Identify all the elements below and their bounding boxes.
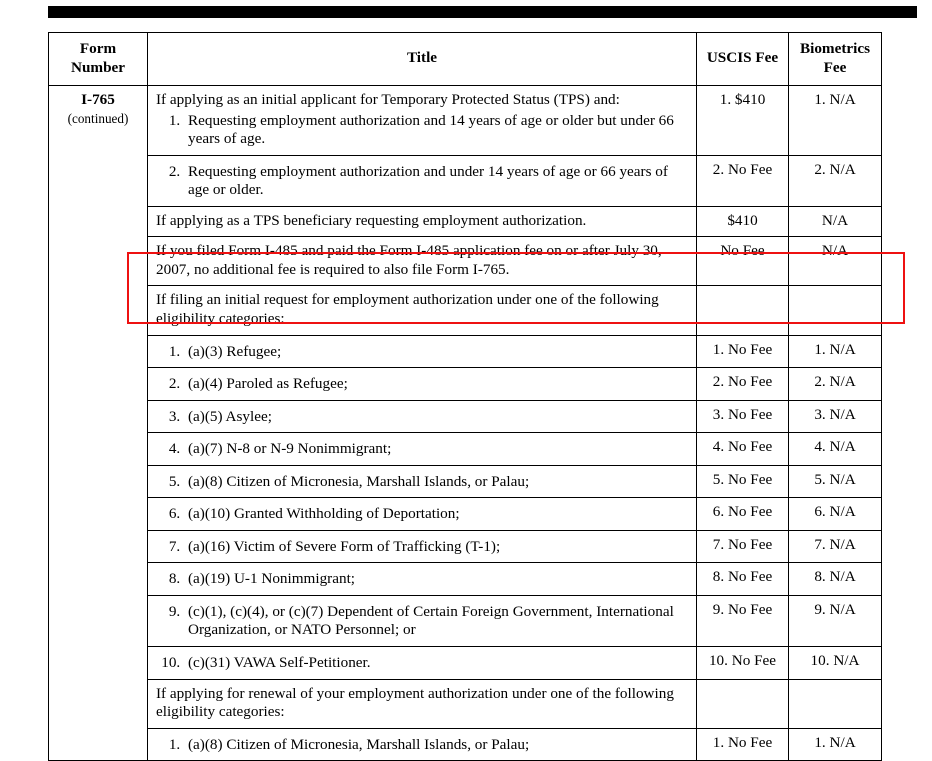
list-item: 7. (a)(16) Victim of Severe Form of Trafficking (T-1); bbox=[184, 538, 688, 557]
biometrics-fee-cell: 2. N/A bbox=[789, 155, 882, 206]
table-row bbox=[49, 155, 882, 206]
list-item: 10. (c)(31) VAWA Self-Petitioner. bbox=[184, 654, 688, 673]
uscis-fee-cell: 7. No Fee bbox=[697, 530, 789, 563]
table-row bbox=[49, 728, 882, 761]
uscis-fee-cell: 8. No Fee bbox=[697, 563, 789, 596]
table-header-row bbox=[49, 33, 882, 86]
title-cell bbox=[148, 400, 697, 433]
title-item-list bbox=[156, 538, 688, 557]
title-item-list bbox=[156, 343, 688, 362]
title-item-list bbox=[156, 603, 688, 640]
uscis-fee-value: 9. No Fee bbox=[712, 600, 773, 618]
table-row bbox=[49, 498, 882, 531]
uscis-fee-cell bbox=[697, 679, 789, 728]
title-item-list bbox=[156, 654, 688, 673]
table-header bbox=[49, 33, 882, 86]
biometrics-fee-value: 9. N/A bbox=[814, 600, 856, 618]
list-item: 1. (a)(3) Refugee; bbox=[184, 343, 688, 362]
biometrics-fee-cell: 2. N/A bbox=[789, 368, 882, 401]
table-row bbox=[49, 465, 882, 498]
uscis-fee-cell: 2. No Fee bbox=[697, 155, 789, 206]
biometrics-fee-cell: 1. N/A bbox=[789, 728, 882, 761]
fee-table-container bbox=[48, 32, 881, 761]
form-number-cell bbox=[49, 86, 148, 761]
biometrics-fee-cell: 10. N/A bbox=[789, 647, 882, 680]
biometrics-fee-cell: 5. N/A bbox=[789, 465, 882, 498]
biometrics-fee-cell bbox=[789, 679, 882, 728]
table-row bbox=[49, 86, 882, 156]
list-item: 5. (a)(8) Citizen of Micronesia, Marshall Islands, or Palau; bbox=[184, 473, 688, 492]
title-item-list bbox=[156, 505, 688, 524]
list-item: 2. (a)(4) Paroled as Refugee; bbox=[184, 375, 688, 394]
title-cell bbox=[148, 498, 697, 531]
biometrics-fee-cell: 4. N/A bbox=[789, 433, 882, 466]
title-item-list bbox=[156, 570, 688, 589]
biometrics-fee-cell bbox=[789, 286, 882, 335]
title-cell: If filing an initial request for employment authorization under one of the following eligibility categories: bbox=[148, 286, 697, 335]
title-cell bbox=[148, 368, 697, 401]
title-cell bbox=[148, 563, 697, 596]
table-body bbox=[49, 86, 882, 761]
table-row bbox=[49, 206, 882, 237]
title-item-list bbox=[156, 408, 688, 427]
uscis-fee-cell: 5. No Fee bbox=[697, 465, 789, 498]
uscis-fee-cell: 1. No Fee bbox=[697, 335, 789, 368]
list-item: 2. Requesting employment authorization and under 14 years of age or 66 years of age or older. bbox=[184, 163, 688, 200]
page-top-black-bar bbox=[48, 6, 917, 18]
table-row bbox=[49, 530, 882, 563]
uscis-fee-cell bbox=[697, 286, 789, 335]
title-cell: If applying as a TPS beneficiary requesting employment authorization. bbox=[148, 206, 697, 237]
uscis-fee-cell: 1. No Fee bbox=[697, 728, 789, 761]
biometrics-fee-cell: 1. N/A bbox=[789, 335, 882, 368]
biometrics-fee-cell: N/A bbox=[789, 206, 882, 237]
biometrics-fee-cell: 8. N/A bbox=[789, 563, 882, 596]
table-row bbox=[49, 647, 882, 680]
table-row bbox=[49, 368, 882, 401]
list-item: 3. (a)(5) Asylee; bbox=[184, 408, 688, 427]
title-cell: If you filed Form I-485 and paid the Form I-485 application fee on or after July 30, 2007, no additional fee is required to also file Form I-765. bbox=[148, 237, 697, 286]
table-row bbox=[49, 400, 882, 433]
title-cell bbox=[148, 465, 697, 498]
title-cell bbox=[148, 433, 697, 466]
uscis-fee-cell: $410 bbox=[697, 206, 789, 237]
uscis-fee-table bbox=[48, 32, 882, 761]
title-cell bbox=[148, 595, 697, 646]
list-item: 1. (a)(8) Citizen of Micronesia, Marshall Islands, or Palau; bbox=[184, 736, 688, 755]
uscis-fee-cell: 4. No Fee bbox=[697, 433, 789, 466]
table-row-highlighted bbox=[49, 237, 882, 286]
column-header-title: Title bbox=[148, 33, 697, 86]
table-row bbox=[49, 679, 882, 728]
title-lead-text: If applying as an initial applicant for Temporary Protected Status (TPS) and: bbox=[156, 91, 620, 109]
form-number-value: I-765 bbox=[81, 91, 115, 109]
title-item-list bbox=[156, 440, 688, 459]
list-item: 8. (a)(19) U-1 Nonimmigrant; bbox=[184, 570, 688, 589]
uscis-fee-cell: 10. No Fee bbox=[697, 647, 789, 680]
biometrics-fee-cell bbox=[789, 595, 882, 646]
biometrics-fee-cell: 7. N/A bbox=[789, 530, 882, 563]
column-header-form-number: Form Number bbox=[49, 33, 148, 86]
table-row bbox=[49, 433, 882, 466]
uscis-fee-cell bbox=[697, 595, 789, 646]
biometrics-fee-value: 1. N/A bbox=[814, 91, 856, 109]
title-item-list bbox=[156, 163, 688, 200]
title-cell bbox=[148, 647, 697, 680]
uscis-fee-cell: 3. No Fee bbox=[697, 400, 789, 433]
form-number-continued-note: (continued) bbox=[67, 110, 129, 126]
column-header-uscis-fee: USCIS Fee bbox=[697, 33, 789, 86]
uscis-fee-cell bbox=[697, 86, 789, 156]
title-cell bbox=[148, 335, 697, 368]
title-item-list bbox=[156, 112, 688, 149]
column-header-biometrics-fee: Biometrics Fee bbox=[789, 33, 882, 86]
list-item: 9. (c)(1), (c)(4), or (c)(7) Dependent of Certain Foreign Government, International Organization, or NATO Personnel; or bbox=[184, 603, 688, 640]
table-row bbox=[49, 335, 882, 368]
uscis-fee-cell: No Fee bbox=[697, 237, 789, 286]
title-item-list bbox=[156, 473, 688, 492]
biometrics-fee-cell bbox=[789, 86, 882, 156]
uscis-fee-cell: 6. No Fee bbox=[697, 498, 789, 531]
list-item: 1. Requesting employment authorization and 14 years of age or older but under 66 years of age. bbox=[184, 112, 688, 149]
uscis-fee-cell: 2. No Fee bbox=[697, 368, 789, 401]
biometrics-fee-cell: 3. N/A bbox=[789, 400, 882, 433]
biometrics-fee-cell: N/A bbox=[789, 237, 882, 286]
title-cell bbox=[148, 155, 697, 206]
table-row bbox=[49, 595, 882, 646]
title-cell bbox=[148, 530, 697, 563]
uscis-fee-value: 1. $410 bbox=[719, 91, 766, 109]
list-item: 4. (a)(7) N-8 or N-9 Nonimmigrant; bbox=[184, 440, 688, 459]
table-row bbox=[49, 286, 882, 335]
title-item-list bbox=[156, 375, 688, 394]
title-cell: If applying for renewal of your employment authorization under one of the following eligibility categories: bbox=[148, 679, 697, 728]
biometrics-fee-cell: 6. N/A bbox=[789, 498, 882, 531]
title-cell bbox=[148, 728, 697, 761]
title-item-list bbox=[156, 736, 688, 755]
title-cell bbox=[148, 86, 697, 156]
table-row bbox=[49, 563, 882, 596]
list-item: 6. (a)(10) Granted Withholding of Deportation; bbox=[184, 505, 688, 524]
